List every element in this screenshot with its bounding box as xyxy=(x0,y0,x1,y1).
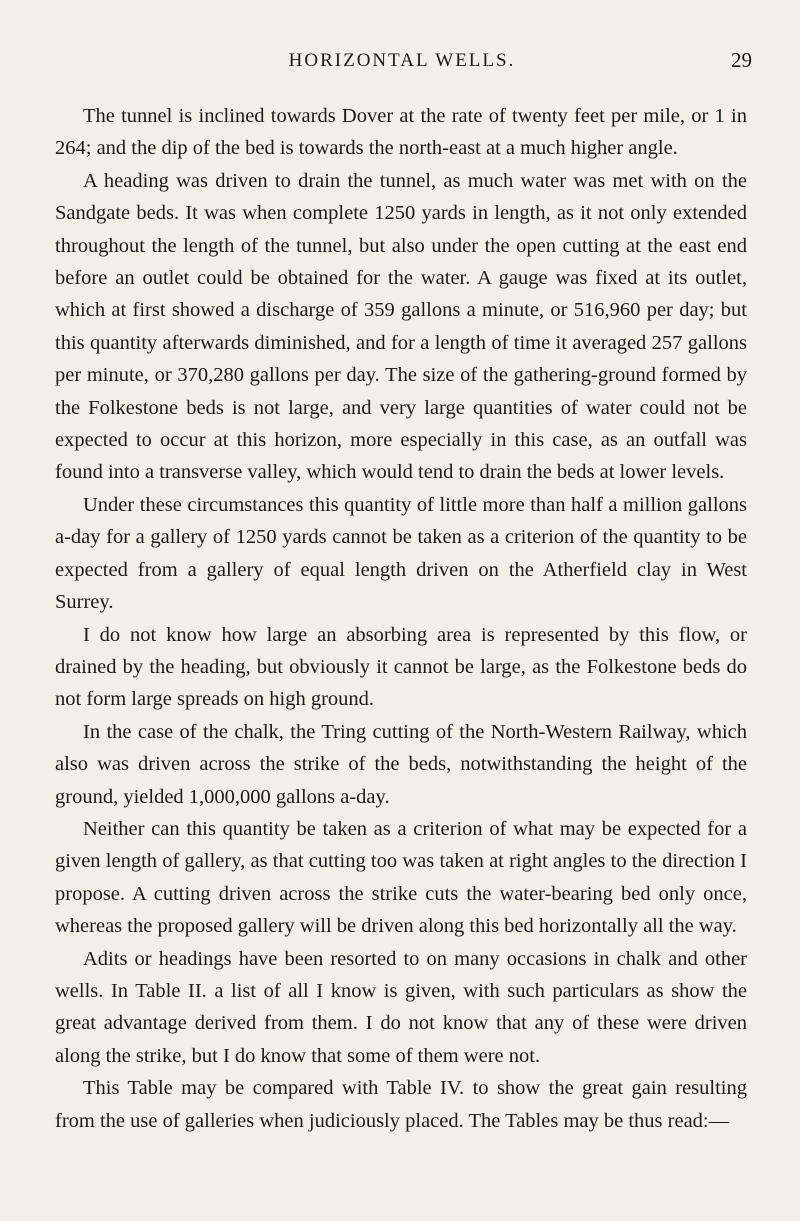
paragraph: The tunnel is inclined towards Dover at the rate of twenty feet per mile, or 1 in 264; and the dip of the bed is towards the north-east at a much higher angle. xyxy=(55,105,747,160)
paragraph: I do not know how large an absorbing area is represented by this flow, or drained by the heading, but obviously it cannot be large, as the Folkestone beds do not form large spreads on high ground. xyxy=(55,623,747,711)
paragraph: Neither can this quantity be taken as a criterion of what may be expected for a given length of gallery, as that cutting too was taken at right angles to the direction I propose. A cutting driven across the strike cuts the water-bearing bed only once, whereas the proposed gallery will be driven along this bed horizontally all the way. xyxy=(55,817,747,938)
paragraph: Adits or headings have been resorted to on many occasions in chalk and other wells. In Table II. a list of all I know is given, with such particulars as show the great advantage derived from them. I do not know that any of these were driven along the strike, but I do know that some of them were not. xyxy=(55,947,747,1067)
body-text xyxy=(55,100,747,1137)
page-number: 29 xyxy=(731,48,752,72)
paragraph: This Table may be compared with Table IV. to show the great gain resulting from the use of galleries when judiciously placed. The Tables may be thus read:— xyxy=(55,1077,747,1132)
paragraph: Under these circumstances this quantity of little more than half a million gallons a-day for a gallery of 1250 yards cannot be taken as a criterion of the quantity to be expected from a gallery of equal length driven on the Atherfield clay in West Surrey. xyxy=(55,493,747,614)
running-title: HORIZONTAL WELLS. xyxy=(288,50,516,71)
running-head xyxy=(52,50,752,80)
paragraph: A heading was driven to drain the tunnel, as much water was met with on the Sandgate beds. It was when complete 1250 yards in length, as it not only extended throughout the length of the tunnel, but also under the open cutting at the east end before an outlet could be obtained for the water. A gauge was fixed at its outlet, which at first showed a discharge of 359 gallons a minute, or 516,960 per day; but this quantity afterwards diminished, and for a length of time it averaged 257 gallons per minute, or 370,280 gallons per day. The size of the gathering-ground formed by the Folkestone beds is not large, and very large quantities of water could not be expected to occur at this horizon, more especially in this case, as an outfall was found into a transverse valley, which would tend to drain the beds at lower levels. xyxy=(55,169,747,484)
paragraph: In the case of the chalk, the Tring cutting of the North-Western Railway, which also was driven across the strike of the beds, notwithstanding the height of the ground, yielded 1,000,000 gallons a-day. xyxy=(55,720,747,808)
